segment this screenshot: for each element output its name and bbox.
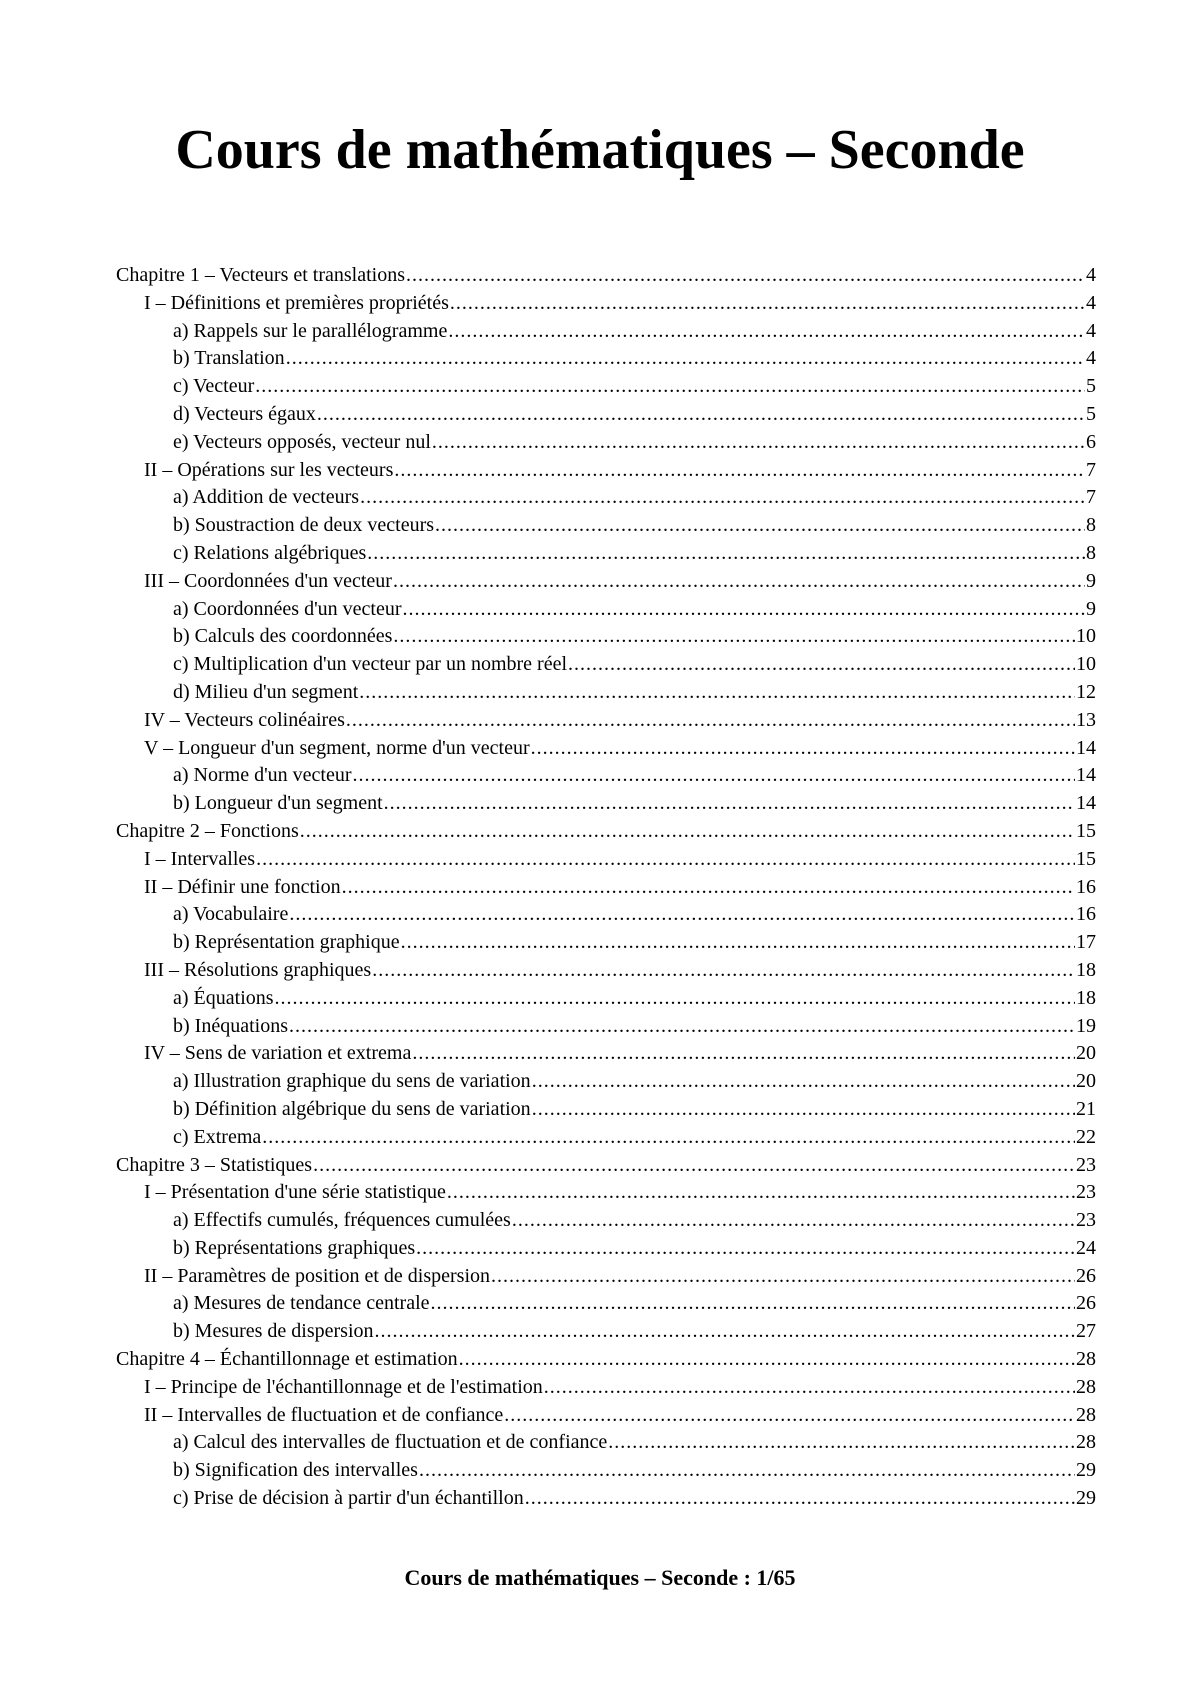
toc-entry-page-number: 8 — [1086, 541, 1096, 564]
toc-entry-page-number: 28 — [1076, 1348, 1096, 1371]
toc-entry[interactable] — [116, 1040, 1096, 1068]
toc-dot-leader — [459, 1346, 1075, 1374]
toc-dot-leader — [393, 568, 1085, 596]
toc-dot-leader — [416, 1235, 1075, 1263]
toc-entry-label: II – Paramètres de position et de dispersion — [144, 1264, 491, 1287]
toc-dot-leader — [419, 1457, 1075, 1485]
toc-entry[interactable] — [116, 1402, 1096, 1430]
toc-entry-page-number: 7 — [1086, 458, 1096, 481]
toc-entry-page-number: 18 — [1076, 958, 1096, 981]
toc-dot-leader — [504, 1402, 1075, 1430]
toc-entry[interactable] — [116, 735, 1096, 763]
toc-entry[interactable] — [116, 429, 1096, 457]
toc-entry-page-number: 14 — [1076, 792, 1096, 815]
toc-entry-label: IV – Sens de variation et extrema — [144, 1042, 412, 1065]
toc-entry-label: I – Présentation d'une série statistique — [144, 1181, 446, 1204]
toc-entry[interactable] — [116, 1457, 1096, 1485]
toc-dot-leader — [384, 790, 1075, 818]
toc-entry[interactable] — [116, 373, 1096, 401]
toc-entry-label: d) Milieu d'un segment — [173, 680, 359, 703]
toc-entry[interactable] — [116, 1207, 1096, 1235]
toc-entry[interactable] — [116, 1374, 1096, 1402]
toc-entry-label: c) Vecteur — [173, 375, 255, 398]
toc-dot-leader — [491, 1263, 1075, 1291]
toc-entry-page-number: 5 — [1086, 402, 1096, 425]
toc-dot-leader — [286, 345, 1085, 373]
toc-entry-label: b) Représentations graphiques — [173, 1236, 416, 1259]
toc-dot-leader — [406, 262, 1085, 290]
toc-dot-leader — [431, 1290, 1075, 1318]
toc-dot-leader — [372, 957, 1075, 985]
toc-entry-label: b) Soustraction de deux vecteurs — [173, 514, 435, 537]
toc-entry-page-number: 19 — [1076, 1014, 1096, 1037]
toc-entry-label: a) Mesures de tendance centrale — [173, 1292, 430, 1315]
toc-dot-leader — [608, 1429, 1075, 1457]
toc-dot-leader — [289, 1013, 1075, 1041]
toc-dot-leader — [568, 651, 1075, 679]
toc-entry[interactable] — [116, 1429, 1096, 1457]
toc-entry-label: Chapitre 2 – Fonctions — [116, 819, 299, 842]
toc-entry-label: a) Illustration graphique du sens de variation — [173, 1070, 531, 1093]
toc-entry[interactable] — [116, 623, 1096, 651]
toc-entry[interactable] — [116, 1235, 1096, 1263]
toc-entry[interactable] — [116, 1485, 1096, 1513]
toc-dot-leader — [432, 429, 1085, 457]
toc-entry-label: b) Mesures de dispersion — [173, 1320, 374, 1343]
toc-entry-page-number: 16 — [1076, 875, 1096, 898]
toc-dot-leader — [353, 762, 1075, 790]
toc-dot-leader — [317, 401, 1085, 429]
toc-entry-page-number: 28 — [1076, 1403, 1096, 1426]
toc-entry-label: e) Vecteurs opposés, vecteur nul — [173, 430, 431, 453]
toc-dot-leader — [401, 929, 1075, 957]
toc-dot-leader — [448, 318, 1085, 346]
toc-entry-label: I – Définitions et premières propriétés — [144, 291, 449, 314]
toc-dot-leader — [313, 1152, 1075, 1180]
toc-entry-label: II – Intervalles de fluctuation et de confiance — [144, 1403, 504, 1426]
toc-entry-label: III – Résolutions graphiques — [144, 958, 372, 981]
toc-dot-leader — [300, 818, 1075, 846]
toc-entry[interactable] — [116, 874, 1096, 902]
toc-entry[interactable] — [116, 1263, 1096, 1291]
toc-entry-label: c) Relations algébriques — [173, 541, 367, 564]
toc-entry[interactable] — [116, 762, 1096, 790]
page-title: Cours de mathématiques – Seconde — [175, 119, 1025, 181]
toc-entry[interactable] — [116, 345, 1096, 373]
toc-entry-page-number: 20 — [1076, 1042, 1096, 1065]
toc-entry[interactable] — [116, 262, 1096, 290]
toc-entry-label: a) Addition de vecteurs — [173, 486, 360, 509]
toc-entry-label: c) Multiplication d'un vecteur par un nombre réel — [173, 653, 568, 676]
toc-dot-leader — [403, 596, 1085, 624]
toc-dot-leader — [447, 1179, 1075, 1207]
toc-entry-page-number: 24 — [1076, 1236, 1096, 1259]
toc-entry-page-number: 17 — [1076, 931, 1096, 954]
toc-entry-label: b) Calculs des coordonnées — [173, 625, 393, 648]
toc-entry-label: a) Calcul des intervalles de fluctuation et de confiance — [173, 1431, 608, 1454]
toc-entry-label: V – Longueur d'un segment, norme d'un vecteur — [144, 736, 530, 759]
toc-dot-leader — [255, 373, 1085, 401]
toc-entry-page-number: 23 — [1076, 1209, 1096, 1232]
toc-entry-page-number: 26 — [1076, 1292, 1096, 1315]
toc-entry-label: d) Vecteurs égaux — [173, 402, 316, 425]
toc-entry[interactable] — [116, 318, 1096, 346]
toc-entry[interactable] — [116, 1318, 1096, 1346]
toc-entry-label: b) Longueur d'un segment — [173, 792, 383, 815]
toc-entry[interactable] — [116, 1179, 1096, 1207]
toc-entry-page-number: 29 — [1076, 1459, 1096, 1482]
toc-dot-leader — [262, 1124, 1075, 1152]
toc-entry-page-number: 26 — [1076, 1264, 1096, 1287]
toc-dot-leader — [359, 679, 1075, 707]
toc-entry-label: I – Intervalles — [144, 847, 256, 870]
toc-entry[interactable] — [116, 1290, 1096, 1318]
toc-entry-label: c) Prise de décision à partir d'un échantillon — [173, 1487, 524, 1510]
page-footer: Cours de mathématiques – Seconde : 1/65 — [404, 1565, 796, 1590]
toc-entry-page-number: 4 — [1086, 319, 1096, 342]
toc-entry-page-number: 7 — [1086, 486, 1096, 509]
toc-entry-page-number: 21 — [1076, 1097, 1096, 1120]
toc-dot-leader — [532, 1068, 1075, 1096]
toc-entry-page-number: 18 — [1076, 986, 1096, 1009]
toc-entry-page-number: 22 — [1076, 1125, 1096, 1148]
toc-entry[interactable] — [116, 401, 1096, 429]
toc-entry-label: Chapitre 3 – Statistiques — [116, 1153, 313, 1176]
toc-dot-leader — [367, 540, 1085, 568]
toc-dot-leader — [375, 1318, 1075, 1346]
toc-dot-leader — [360, 484, 1085, 512]
toc-entry[interactable] — [116, 818, 1096, 846]
toc-entry-label: a) Vocabulaire — [173, 903, 289, 926]
toc-entry-page-number: 9 — [1086, 569, 1096, 592]
toc-entry[interactable] — [116, 568, 1096, 596]
toc-entry-label: b) Signification des intervalles — [173, 1459, 418, 1482]
toc-dot-leader — [544, 1374, 1075, 1402]
toc-entry-page-number: 29 — [1076, 1487, 1096, 1510]
toc-entry-label: b) Représentation graphique — [173, 931, 400, 954]
toc-entry-page-number: 23 — [1076, 1153, 1096, 1176]
toc-entry-page-number: 8 — [1086, 514, 1096, 537]
toc-entry-page-number: 6 — [1086, 430, 1096, 453]
toc-entry-label: IV – Vecteurs colinéaires — [144, 708, 345, 731]
toc-entry-page-number: 13 — [1076, 708, 1096, 731]
toc-entry-label: c) Extrema — [173, 1125, 262, 1148]
toc-entry[interactable] — [116, 512, 1096, 540]
toc-dot-leader — [512, 1207, 1075, 1235]
toc-entry[interactable] — [116, 290, 1096, 318]
toc-entry-page-number: 28 — [1076, 1375, 1096, 1398]
toc-entry-label: Chapitre 4 – Échantillonnage et estimation — [116, 1348, 458, 1371]
toc-dot-leader — [275, 985, 1075, 1013]
toc-entry[interactable] — [116, 1124, 1096, 1152]
toc-entry-page-number: 4 — [1086, 347, 1096, 370]
toc-entry-label: II – Opérations sur les vecteurs — [144, 458, 394, 481]
toc-entry-page-number: 15 — [1076, 847, 1096, 870]
toc-entry-page-number: 10 — [1076, 653, 1096, 676]
toc-entry-label: b) Définition algébrique du sens de variation — [173, 1097, 531, 1120]
toc-dot-leader — [393, 623, 1075, 651]
toc-entry-label: I – Principe de l'échantillonnage et de l'estimation — [144, 1375, 543, 1398]
toc-dot-leader — [525, 1485, 1075, 1513]
toc-entry-label: a) Norme d'un vecteur — [173, 764, 352, 787]
toc-dot-leader — [450, 290, 1085, 318]
toc-entry[interactable] — [116, 901, 1096, 929]
toc-entry-page-number: 14 — [1076, 764, 1096, 787]
toc-dot-leader — [531, 735, 1075, 763]
toc-entry[interactable] — [116, 651, 1096, 679]
toc-entry[interactable] — [116, 1346, 1096, 1374]
toc-entry-page-number: 9 — [1086, 597, 1096, 620]
toc-entry[interactable] — [116, 846, 1096, 874]
toc-entry[interactable] — [116, 790, 1096, 818]
toc-entry-page-number: 14 — [1076, 736, 1096, 759]
toc-dot-leader — [532, 1096, 1075, 1124]
toc-entry-page-number: 16 — [1076, 903, 1096, 926]
toc-entry-label: b) Translation — [173, 347, 285, 370]
toc-entry-page-number: 27 — [1076, 1320, 1096, 1343]
toc-dot-leader — [289, 901, 1075, 929]
toc-dot-leader — [256, 846, 1075, 874]
toc-entry-label: Chapitre 1 – Vecteurs et translations — [116, 264, 406, 286]
toc-entry[interactable] — [116, 1013, 1096, 1041]
toc-entry[interactable] — [116, 957, 1096, 985]
toc-entry-page-number: 23 — [1076, 1181, 1096, 1204]
toc-entry-label: a) Coordonnées d'un vecteur — [173, 597, 402, 620]
table-of-contents — [116, 262, 1096, 1513]
toc-entry[interactable] — [116, 707, 1096, 735]
toc-entry-label: a) Équations — [173, 986, 274, 1009]
toc-entry-label: III – Coordonnées d'un vecteur — [144, 569, 392, 592]
toc-entry-label: b) Inéquations — [173, 1014, 288, 1037]
toc-entry-page-number: 4 — [1086, 264, 1096, 286]
toc-dot-leader — [435, 512, 1085, 540]
toc-entry[interactable] — [116, 679, 1096, 707]
toc-entry[interactable] — [116, 985, 1096, 1013]
toc-entry-page-number: 12 — [1076, 680, 1096, 703]
toc-entry[interactable] — [116, 929, 1096, 957]
toc-entry[interactable] — [116, 1152, 1096, 1180]
toc-dot-leader — [346, 707, 1075, 735]
toc-entry-label: II – Définir une fonction — [144, 875, 341, 898]
toc-entry-page-number: 10 — [1076, 625, 1096, 648]
toc-entry-page-number: 20 — [1076, 1070, 1096, 1093]
toc-entry-page-number: 4 — [1086, 291, 1096, 314]
toc-entry-page-number: 28 — [1076, 1431, 1096, 1454]
toc-entry[interactable] — [116, 457, 1096, 485]
toc-entry[interactable] — [116, 1068, 1096, 1096]
toc-dot-leader — [394, 457, 1085, 485]
toc-entry-page-number: 15 — [1076, 819, 1096, 842]
toc-dot-leader — [412, 1040, 1075, 1068]
toc-entry-label: a) Effectifs cumulés, fréquences cumulées — [173, 1209, 511, 1232]
toc-entry[interactable] — [116, 484, 1096, 512]
toc-entry-label: a) Rappels sur le parallélogramme — [173, 319, 448, 342]
toc-entry[interactable] — [116, 596, 1096, 624]
toc-dot-leader — [342, 874, 1075, 902]
toc-entry-page-number: 5 — [1086, 375, 1096, 398]
toc-entry[interactable] — [116, 1096, 1096, 1124]
toc-entry[interactable] — [116, 540, 1096, 568]
